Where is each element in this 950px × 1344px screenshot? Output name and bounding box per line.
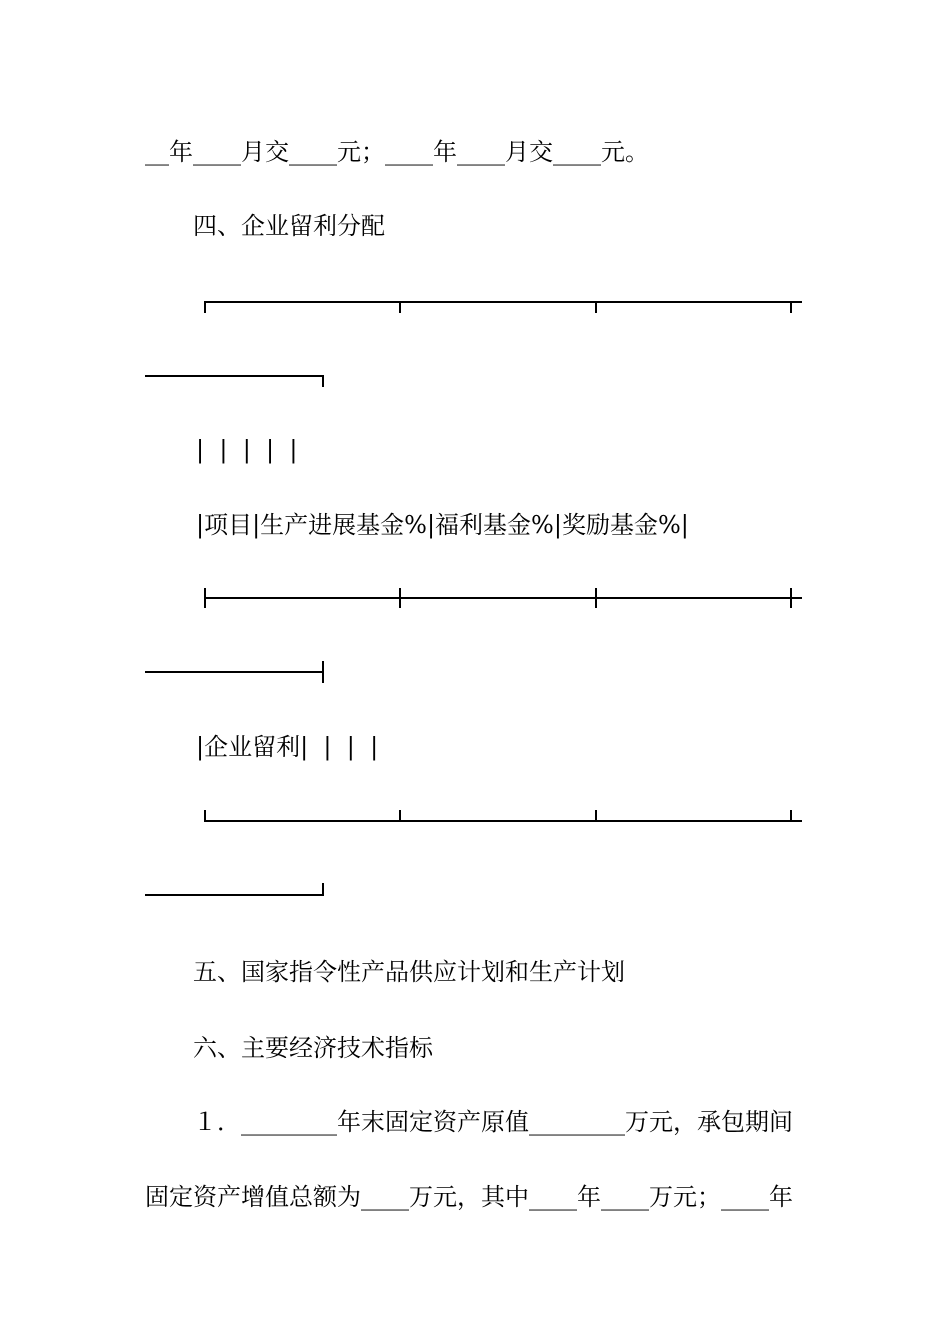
table-header-row: |项目|生产进展基金%|福利基金%|奖励基金%| — [196, 511, 689, 539]
section-heading-indicators: 六、主要经济技术指标 — [193, 1034, 433, 1062]
payment-schedule-line: __年____月交____元；____年____月交____元。 — [145, 138, 649, 166]
section-heading-production-plan: 五、国家指令性产品供应计划和生产计划 — [193, 958, 625, 986]
indicator-item-1-line-2: 固定资产增值总额为____万元，其中____年____万元；____年 — [145, 1183, 793, 1211]
table-data-row: |企业留利| | | | — [196, 733, 379, 761]
section-heading-retained-profit: 四、企业留利分配 — [193, 212, 385, 240]
table-empty-row: | | | | | — [196, 436, 298, 464]
indicator-item-1-line-1: １．________年末固定资产原值________万元，承包期间 — [193, 1108, 793, 1136]
